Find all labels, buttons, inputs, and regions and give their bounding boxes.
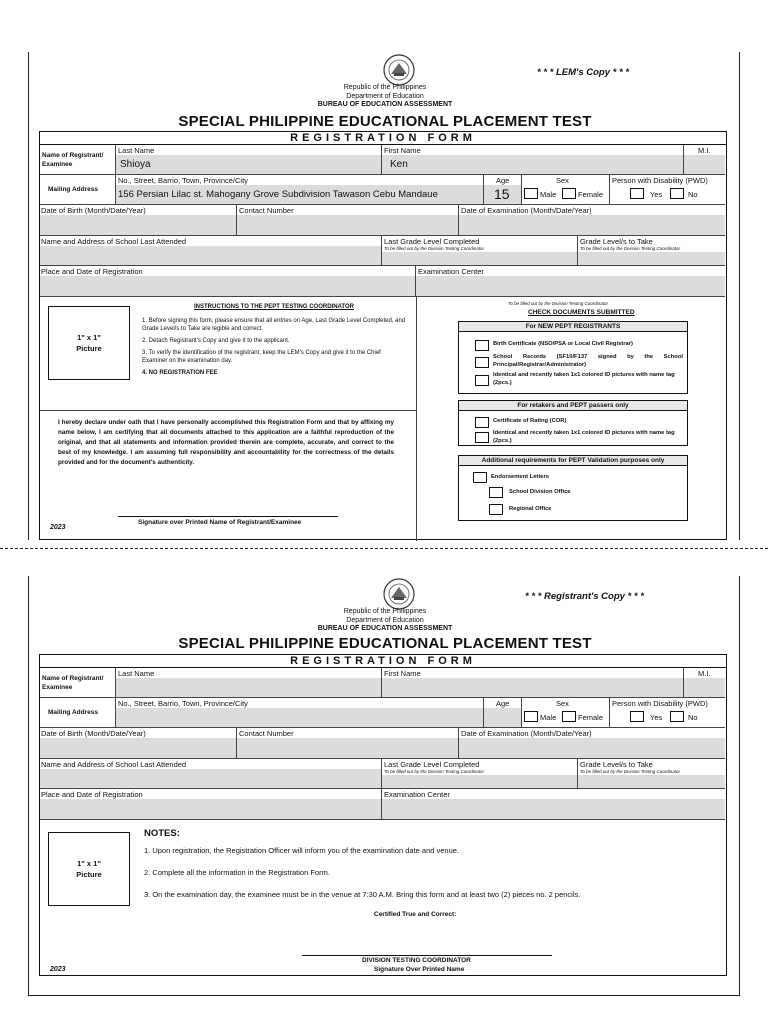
address-value: 156 Persian Lilac st. Mahogany Grove Subdivision Tawason Cebu Mandaue bbox=[118, 189, 438, 200]
bureau-text: BUREAU OF EDUCATION ASSESSMENT bbox=[317, 101, 453, 108]
picture-box: 1" x 1" Picture bbox=[48, 832, 130, 906]
retakers-section: For retakers and PEPT passers only Certificate of Rating (COR) Identical and recently taken 1x1 colored ID pictures with name tag (2pcs.) bbox=[458, 400, 688, 446]
female-checkbox[interactable] bbox=[562, 711, 576, 722]
place-date-field[interactable]: Place and Date of Registration bbox=[40, 266, 416, 297]
certified-label: Certified True and Correct: bbox=[374, 911, 457, 918]
mi-field[interactable]: M.I. bbox=[684, 668, 725, 698]
first-name-field[interactable]: First Name Ken bbox=[382, 145, 684, 175]
id-pictures-checkbox[interactable] bbox=[475, 375, 489, 386]
instructions: INSTRUCTIONS TO THE PEPT TESTING COORDINATOR 1. Before signing this form, please ensure that all entries on Age, Last Grade Level Completed, and Grade Level/s to Take are legible and correct. 2. Detach Registrant's Copy and give it to the applicant. 3. To verify the identification of the registrant, keep the LEM's Copy and give it to the Chief Examiner on the examination day. 4. NO REGISTRATION FEE bbox=[142, 304, 406, 376]
name-of-registrant-label: Name of Registrant/ Examinee bbox=[42, 152, 104, 168]
school-field[interactable]: Name and Address of School Last Attended bbox=[40, 236, 382, 266]
first-name-field[interactable]: First Name bbox=[382, 668, 684, 698]
school-records-checkbox[interactable] bbox=[475, 357, 489, 368]
place-date-field[interactable]: Place and Date of Registration bbox=[40, 789, 382, 820]
dob-field[interactable]: Date of Birth (Month/Date/Year) bbox=[40, 728, 237, 759]
signature-label: Signature over Printed Name of Registrant/Examinee bbox=[138, 519, 302, 526]
validation-section: Additional requirements for PEPT Validation purposes only Endorsement Letters School Division Office Regional Office bbox=[458, 455, 688, 521]
signature-label: Signature Over Printed Name bbox=[374, 966, 465, 973]
last-name-value: Shioya bbox=[120, 159, 151, 170]
department-text: Department of Education bbox=[346, 92, 424, 100]
female-checkbox[interactable] bbox=[562, 188, 576, 199]
endorsement-checkbox[interactable] bbox=[473, 472, 487, 483]
first-name-value: Ken bbox=[390, 159, 408, 170]
male-checkbox[interactable] bbox=[524, 188, 538, 199]
registration-form: REGISTRATION FORM Name of Registrant/ Examinee Last Name First Name M.I. Mailing Address No., Street, Barrio, Town, Province/City Age Sex Male Female Person with Disability (PWD) Yes No Date of Birth (Month/Date/Year) Contact Number Date of Examination (Month/Date/Year) Name and Address of School Last Attended Last Grade Level Completed To be filled out by the Division Testing Coordinator Grade Level/s to Take To be filled out by the Division Testing Coordinator Place and Date of Registration Examination Center 1" x 1" Picture NOTES: 1. Upon registration, the Registration Officer will inform you of the examination date and venue. 2. Complete all the information in the Registration Form. 3. On the examination day, the examinee must be in the venue at 7:30 A.M. Bring this form and at least two (2) pieces no. 2 pencils. Certified True and Correct: DIVISION TESTING COORDINATOR Signature Over Printed Name 2023 bbox=[39, 654, 727, 976]
year-label: 2023 bbox=[50, 966, 66, 973]
exam-center-field[interactable]: Examination Center bbox=[416, 266, 725, 297]
check-documents-heading: CHECK DOCUMENTS SUBMITTED bbox=[528, 309, 635, 316]
form-title: REGISTRATION FORM bbox=[40, 132, 726, 145]
republic-text: Republic of the Philippines bbox=[343, 84, 427, 91]
sdo-checkbox[interactable] bbox=[489, 487, 503, 498]
age-value: 15 bbox=[494, 186, 510, 202]
coordinator-label: DIVISION TESTING COORDINATOR bbox=[362, 957, 471, 964]
contact-field[interactable]: Contact Number bbox=[237, 728, 459, 759]
doe-field[interactable]: Date of Examination (Month/Date/Year) bbox=[459, 728, 725, 759]
picture-box: 1" x 1" Picture bbox=[48, 306, 130, 380]
address-field[interactable]: No., Street, Barrio, Town, Province/City 156 Persian Lilac st. Mahogany Grove Subdivision Tawason Cebu Mandaue bbox=[116, 175, 484, 205]
copy-tag: * * * Registrant's Copy * * * bbox=[525, 591, 644, 602]
page-title: SPECIAL PHILIPPINE EDUCATIONAL PLACEMENT TEST bbox=[178, 635, 592, 652]
deped-seal-icon bbox=[372, 54, 426, 86]
copy-tag: * * * LEM's Copy * * * bbox=[537, 67, 630, 78]
notes: NOTES: 1. Upon registration, the Registration Officer will inform you of the examination date and venue. 2. Complete all the information in the Registration Form. 3. On the examination day, the examinee must be in the venue at 7:30 A.M. Bring this form and at least two (2) pieces no. 2 pencils. bbox=[144, 828, 581, 899]
pwd-yes-checkbox[interactable] bbox=[630, 188, 644, 199]
cor-checkbox[interactable] bbox=[475, 417, 489, 428]
page-title: SPECIAL PHILIPPINE EDUCATIONAL PLACEMENT TEST bbox=[178, 113, 592, 130]
new-registrants-section: For NEW PEPT REGISTRANTS Birth Certificate (NSO/PSA or Local Civil Registrar) School Records (SF10/F137 signed by the School Principal/Registrar/Administrator) Identical and recently taken 1x1 colored ID pictures with name tag (2pcs.) bbox=[458, 321, 688, 394]
age-field[interactable]: Age 15 bbox=[484, 175, 522, 205]
declaration-text: I hereby declare under oath that I have personally accomplished this Registration Form and that by affixing my name below, I am certifying that all documents attached to this application are a faithful reproduction of the original, and that all statements and information provided therein are complete, accurate, and correct to the best of my knowledge. I am assuming full responsibility and accountability for the correctness of the details provided and for the document's authenticity. bbox=[58, 419, 394, 466]
mi-field[interactable]: M.I. bbox=[684, 145, 725, 175]
pwd-yes-checkbox[interactable] bbox=[630, 711, 644, 722]
age-field[interactable]: Age bbox=[484, 698, 522, 728]
school-field[interactable]: Name and Address of School Last Attended bbox=[40, 759, 382, 789]
grade-take-field[interactable]: Grade Level/s to Take To be filled out by the Division Testing Coordinator bbox=[578, 236, 725, 266]
pwd-no-checkbox[interactable] bbox=[670, 711, 684, 722]
male-checkbox[interactable] bbox=[524, 711, 538, 722]
exam-center-field[interactable]: Examination Center bbox=[382, 789, 725, 820]
dob-field[interactable]: Date of Birth (Month/Date/Year) bbox=[40, 205, 237, 236]
last-name-field[interactable]: Last Name Shioya bbox=[116, 145, 382, 175]
retaker-id-checkbox[interactable] bbox=[475, 432, 489, 443]
address-field[interactable]: No., Street, Barrio, Town, Province/City bbox=[116, 698, 484, 728]
regional-office-checkbox[interactable] bbox=[489, 504, 503, 515]
birth-cert-checkbox[interactable] bbox=[475, 340, 489, 351]
registrant-copy bbox=[28, 576, 740, 996]
pwd-no-checkbox[interactable] bbox=[670, 188, 684, 199]
doe-field[interactable]: Date of Examination (Month/Date/Year) bbox=[459, 205, 725, 236]
registration-form: REGISTRATION FORM Name of Registrant/ Examinee Last Name Shioya First Name Ken M.I. Mailing Address No., Street, Barrio, Town, Province/City 156 Persian Lilac st. Mahogany Grove Subdivision Tawason Cebu Mandaue Age 15 Sex Male Female Person with Disability (PWD) Yes No Date of Birth (Month/Date/Year) Contact Number Date of Examination (Month/Date/Year) Name and Address of School Last Attended Last Grade Level Completed To be filled out by the Division Testing Coordinator Grade Level/s to Take To be filled out by the Division Testing Coordinator Place and Date of Registration Examination Center 1" x 1" Picture INSTRUCTIONS TO THE PEPT TESTING COORDINATOR 1. Before signing this form, please ensure that all entries on Age, Last Grade Level Completed, and Grade Level/s to Take are legible and correct. 2. Detach Registrant's Copy and give it to the applicant. 3. To verify the identification of the registrant, keep the LEM's Copy and give it to the Chief Examiner on the examination day. 4. NO REGISTRATION FEE I hereby declare under oath that I have personally accomplished this Registration Form and that by affixing my name below, I am certifying that all documents attached to this application are a faithful reproduction of the original, and that all statements and information provided therein are complete, accurate, and correct to the best of my knowledge. I am assuming full responsibility and accountability for the correctness of the details provided and for the document's authenticity. Signature over Printed Name of Registrant/Examinee 2023 To be filled out by the Division Testing Coordinator CHECK DOCUMENTS SUBMITTED For NEW PEPT REGISTRANTS Birth Certificate (NSO/PSA or Local Civil Registrar) School Records (SF10/F137 signed by the School Principal/Registrar/Administrator) Identical and recently taken 1x1 colored ID pictures with name tag (2pcs.) For retakers and PEPT passers only Certificate of Rating (COR) Identical and recently taken 1x1 colored ID pictures with name tag (2pcs.) Additional requirements for PEPT Validation purposes only Endorsement Letters School Division Office Regional Office bbox=[39, 131, 727, 540]
last-name-field[interactable]: Last Name bbox=[116, 668, 382, 698]
last-grade-field[interactable]: Last Grade Level Completed To be filled out by the Division Testing Coordinator bbox=[382, 236, 578, 266]
cut-line bbox=[0, 548, 768, 549]
year-label: 2023 bbox=[50, 524, 66, 531]
header-block bbox=[29, 84, 741, 110]
mailing-address-label: Mailing Address bbox=[48, 186, 98, 193]
header-block: Republic of the Philippines Department of Education BUREAU OF EDUCATION ASSESSMENT bbox=[317, 608, 453, 632]
grade-take-field[interactable]: Grade Level/s to Take To be filled out by the Division Testing Coordinator bbox=[578, 759, 725, 789]
deped-seal-icon bbox=[372, 578, 426, 610]
lem-copy bbox=[28, 52, 740, 540]
last-grade-field[interactable]: Last Grade Level Completed To be filled out by the Division Testing Coordinator bbox=[382, 759, 578, 789]
contact-field[interactable]: Contact Number bbox=[237, 205, 459, 236]
